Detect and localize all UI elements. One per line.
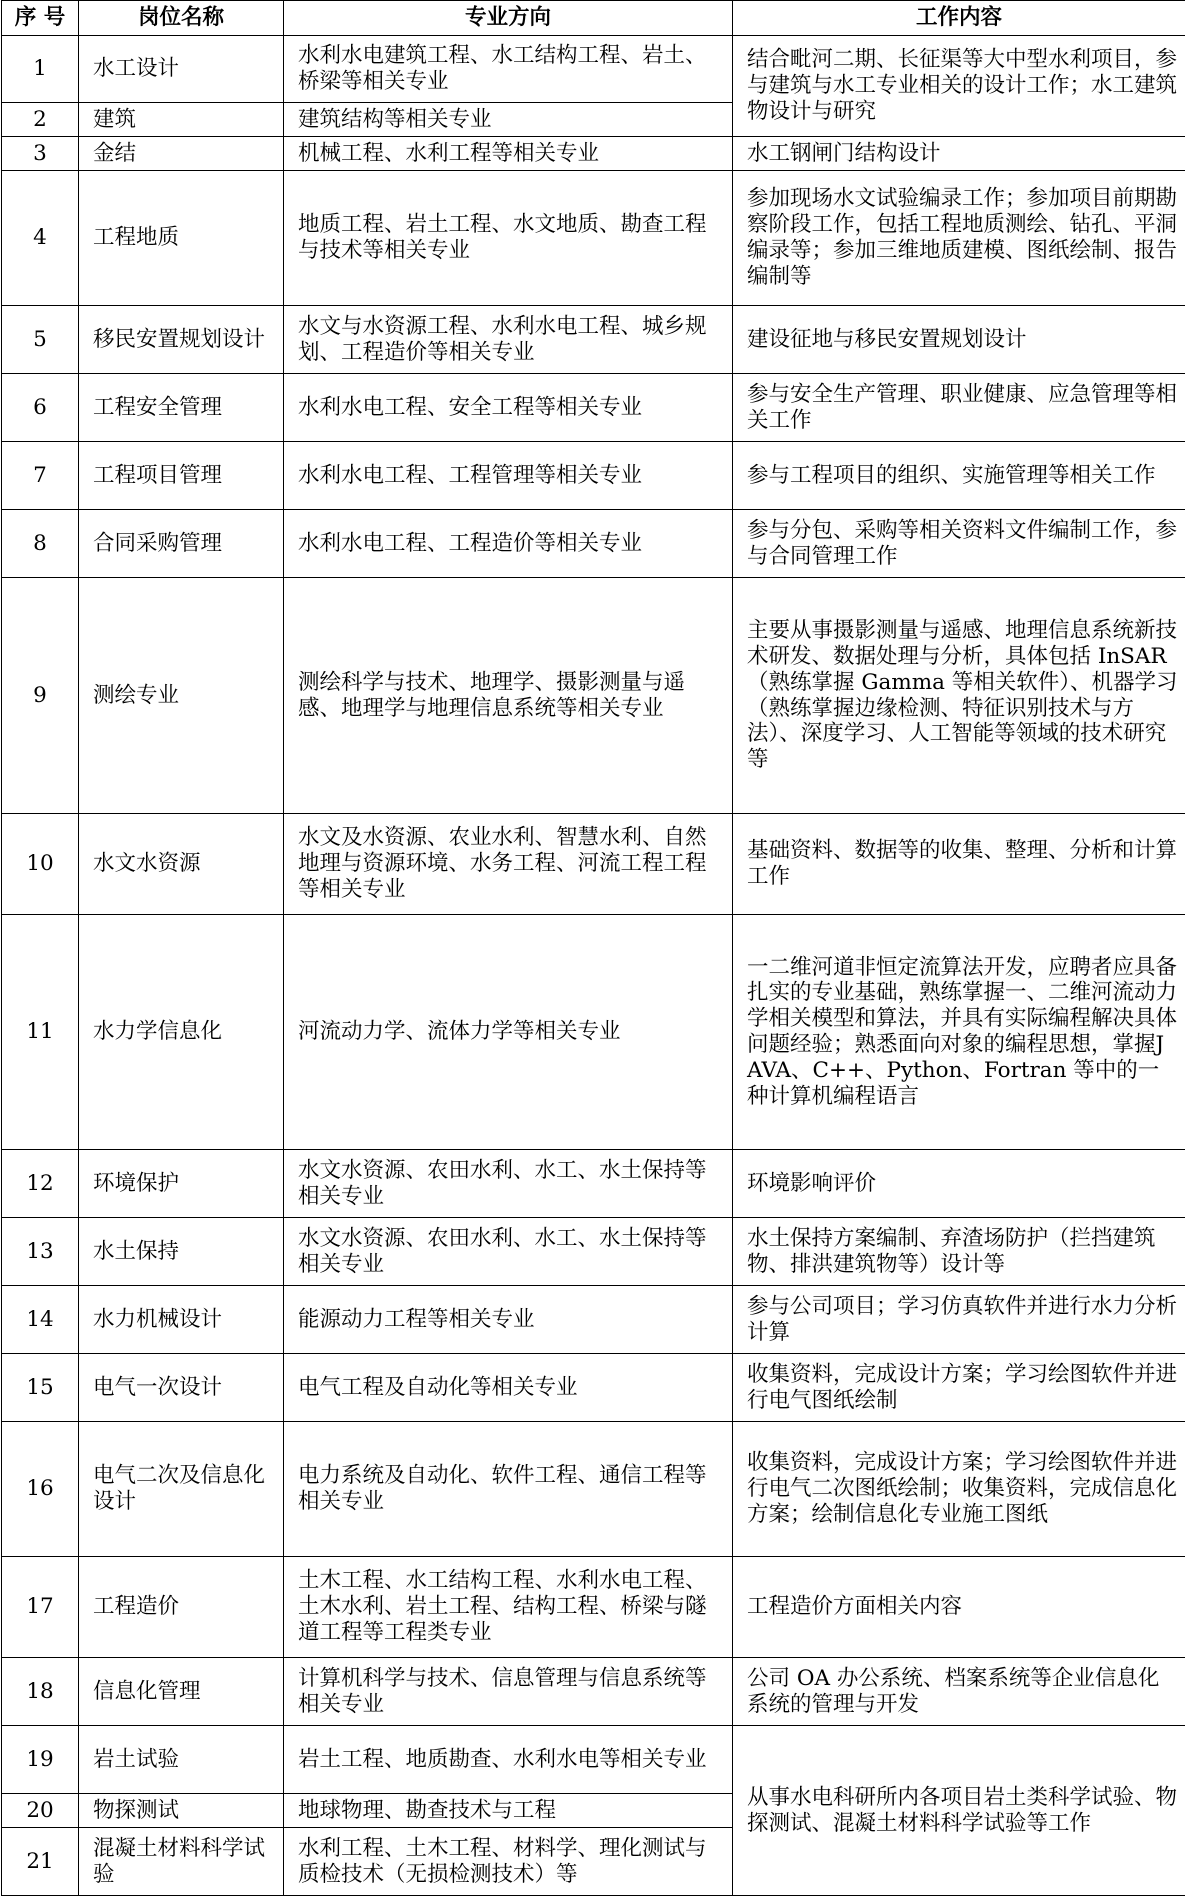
table-row	[2, 814, 1185, 915]
position-name: 混凝土材料科学试验	[79, 1828, 284, 1896]
table-row	[2, 1422, 1185, 1557]
work-content: 参与安全生产管理、职业健康、应急管理等相关工作	[733, 374, 1185, 442]
row-number: 3	[2, 137, 79, 171]
position-name: 电气二次及信息化设计	[79, 1422, 284, 1557]
position-name: 合同采购管理	[79, 510, 284, 578]
position-name: 建筑	[79, 103, 284, 137]
table-row	[2, 1726, 1185, 1794]
work-content: 环境影响评价	[733, 1150, 1185, 1218]
position-name: 金结	[79, 137, 284, 171]
position-name: 物探测试	[79, 1794, 284, 1828]
work-content: 公司 OA 办公系统、档案系统等企业信息化系统的管理与开发	[733, 1658, 1185, 1726]
position-name: 信息化管理	[79, 1658, 284, 1726]
table-row	[2, 171, 1185, 306]
major-field: 地质工程、岩土工程、水文地质、勘查工程与技术等相关专业	[284, 171, 733, 306]
work-content: 结合毗河二期、长征渠等大中型水利项目，参与建筑与水工专业相关的设计工作；水工建筑物设计与研究	[733, 36, 1185, 137]
major-field: 水文及水资源、农业水利、智慧水利、自然地理与资源环境、水务工程、河流工程工程等相关专业	[284, 814, 733, 915]
row-number: 7	[2, 442, 79, 510]
position-name: 水力机械设计	[79, 1286, 284, 1354]
header-row	[2, 1, 1185, 36]
table-row	[2, 1286, 1185, 1354]
row-number: 15	[2, 1354, 79, 1422]
row-number: 16	[2, 1422, 79, 1557]
work-content: 从事水电科研所内各项目岩土类科学试验、物探测试、混凝土材料科学试验等工作	[733, 1726, 1185, 1896]
table-row	[2, 1557, 1185, 1658]
header-position: 岗位名称	[79, 1, 284, 36]
row-number: 5	[2, 306, 79, 374]
table-row	[2, 137, 1185, 171]
position-name: 移民安置规划设计	[79, 306, 284, 374]
position-name: 环境保护	[79, 1150, 284, 1218]
table-row	[2, 1150, 1185, 1218]
major-field: 水利水电工程、工程造价等相关专业	[284, 510, 733, 578]
work-content: 基础资料、数据等的收集、整理、分析和计算工作	[733, 814, 1185, 915]
table-row	[2, 510, 1185, 578]
work-content: 参与分包、采购等相关资料文件编制工作，参与合同管理工作	[733, 510, 1185, 578]
work-content: 参与公司项目；学习仿真软件并进行水力分析计算	[733, 1286, 1185, 1354]
major-field: 岩土工程、地质勘查、水利水电等相关专业	[284, 1726, 733, 1794]
major-field: 水利水电建筑工程、水工结构工程、岩土、桥梁等相关专业	[284, 36, 733, 103]
table-row	[2, 1658, 1185, 1726]
work-content: 收集资料，完成设计方案；学习绘图软件并进行电气图纸绘制	[733, 1354, 1185, 1422]
table-row	[2, 578, 1185, 814]
major-field: 能源动力工程等相关专业	[284, 1286, 733, 1354]
row-number: 14	[2, 1286, 79, 1354]
major-field: 水文与水资源工程、水利水电工程、城乡规划、工程造价等相关专业	[284, 306, 733, 374]
major-field: 水文水资源、农田水利、水工、水土保持等相关专业	[284, 1218, 733, 1286]
row-number: 4	[2, 171, 79, 306]
table-body	[2, 36, 1185, 1896]
row-number: 20	[2, 1794, 79, 1828]
row-number: 21	[2, 1828, 79, 1896]
major-field: 计算机科学与技术、信息管理与信息系统等相关专业	[284, 1658, 733, 1726]
position-name: 水土保持	[79, 1218, 284, 1286]
row-number: 8	[2, 510, 79, 578]
work-content: 水土保持方案编制、弃渣场防护（拦挡建筑物、排洪建筑物等）设计等	[733, 1218, 1185, 1286]
major-field: 电力系统及自动化、软件工程、通信工程等相关专业	[284, 1422, 733, 1557]
row-number: 6	[2, 374, 79, 442]
header-major: 专业方向	[284, 1, 733, 36]
row-number: 19	[2, 1726, 79, 1794]
row-number: 10	[2, 814, 79, 915]
major-field: 土木工程、水工结构工程、水利水电工程、土木水利、岩土工程、结构工程、桥梁与隧道工程等工程类专业	[284, 1557, 733, 1658]
position-name: 工程地质	[79, 171, 284, 306]
table-row	[2, 442, 1185, 510]
work-content: 主要从事摄影测量与遥感、地理信息系统新技术研发、数据处理与分析，具体包括 InSAR（熟练掌握 Gamma 等相关软件）、机器学习（熟练掌握边缘检测、特征识别技术与方法）、深度学习、人工智能等领域的技术研究等	[733, 578, 1185, 814]
major-field: 测绘科学与技术、地理学、摄影测量与遥感、地理学与地理信息系统等相关专业	[284, 578, 733, 814]
row-number: 1	[2, 36, 79, 103]
position-name: 工程安全管理	[79, 374, 284, 442]
row-number: 11	[2, 915, 79, 1150]
work-content: 工程造价方面相关内容	[733, 1557, 1185, 1658]
row-number: 18	[2, 1658, 79, 1726]
work-content: 收集资料，完成设计方案；学习绘图软件并进行电气二次图纸绘制；收集资料，完成信息化方案；绘制信息化专业施工图纸	[733, 1422, 1185, 1557]
table-row	[2, 1218, 1185, 1286]
position-name: 水力学信息化	[79, 915, 284, 1150]
work-content: 建设征地与移民安置规划设计	[733, 306, 1185, 374]
major-field: 水利水电工程、安全工程等相关专业	[284, 374, 733, 442]
recruitment-table	[1, 0, 1185, 1896]
row-number: 2	[2, 103, 79, 137]
major-field: 水利工程、土木工程、材料学、理化测试与质检技术（无损检测技术）等	[284, 1828, 733, 1896]
major-field: 地球物理、勘查技术与工程	[284, 1794, 733, 1828]
major-field: 机械工程、水利工程等相关专业	[284, 137, 733, 171]
position-name: 工程项目管理	[79, 442, 284, 510]
row-number: 12	[2, 1150, 79, 1218]
major-field: 河流动力学、流体力学等相关专业	[284, 915, 733, 1150]
work-content: 参加现场水文试验编录工作；参加项目前期勘察阶段工作，包括工程地质测绘、钻孔、平洞编录等；参加三维地质建模、图纸绘制、报告编制等	[733, 171, 1185, 306]
position-name: 水文水资源	[79, 814, 284, 915]
row-number: 13	[2, 1218, 79, 1286]
header-no: 序 号	[2, 1, 79, 36]
row-number: 17	[2, 1557, 79, 1658]
table-row	[2, 36, 1185, 103]
major-field: 建筑结构等相关专业	[284, 103, 733, 137]
table-row	[2, 306, 1185, 374]
position-name: 工程造价	[79, 1557, 284, 1658]
table-row	[2, 915, 1185, 1150]
header-work: 工作内容	[733, 1, 1185, 36]
major-field: 水文水资源、农田水利、水工、水土保持等相关专业	[284, 1150, 733, 1218]
work-content: 水工钢闸门结构设计	[733, 137, 1185, 171]
major-field: 电气工程及自动化等相关专业	[284, 1354, 733, 1422]
work-content: 参与工程项目的组织、实施管理等相关工作	[733, 442, 1185, 510]
position-name: 电气一次设计	[79, 1354, 284, 1422]
table-row	[2, 374, 1185, 442]
position-name: 测绘专业	[79, 578, 284, 814]
position-name: 水工设计	[79, 36, 284, 103]
row-number: 9	[2, 578, 79, 814]
major-field: 水利水电工程、工程管理等相关专业	[284, 442, 733, 510]
position-name: 岩土试验	[79, 1726, 284, 1794]
table-row	[2, 1354, 1185, 1422]
work-content: 一二维河道非恒定流算法开发，应聘者应具备扎实的专业基础，熟练掌握一、二维河流动力学相关模型和算法，并具有实际编程解决具体问题经验；熟悉面向对象的编程思想，掌握JAVA、C++、Python、Fortran 等中的一种计算机编程语言	[733, 915, 1185, 1150]
